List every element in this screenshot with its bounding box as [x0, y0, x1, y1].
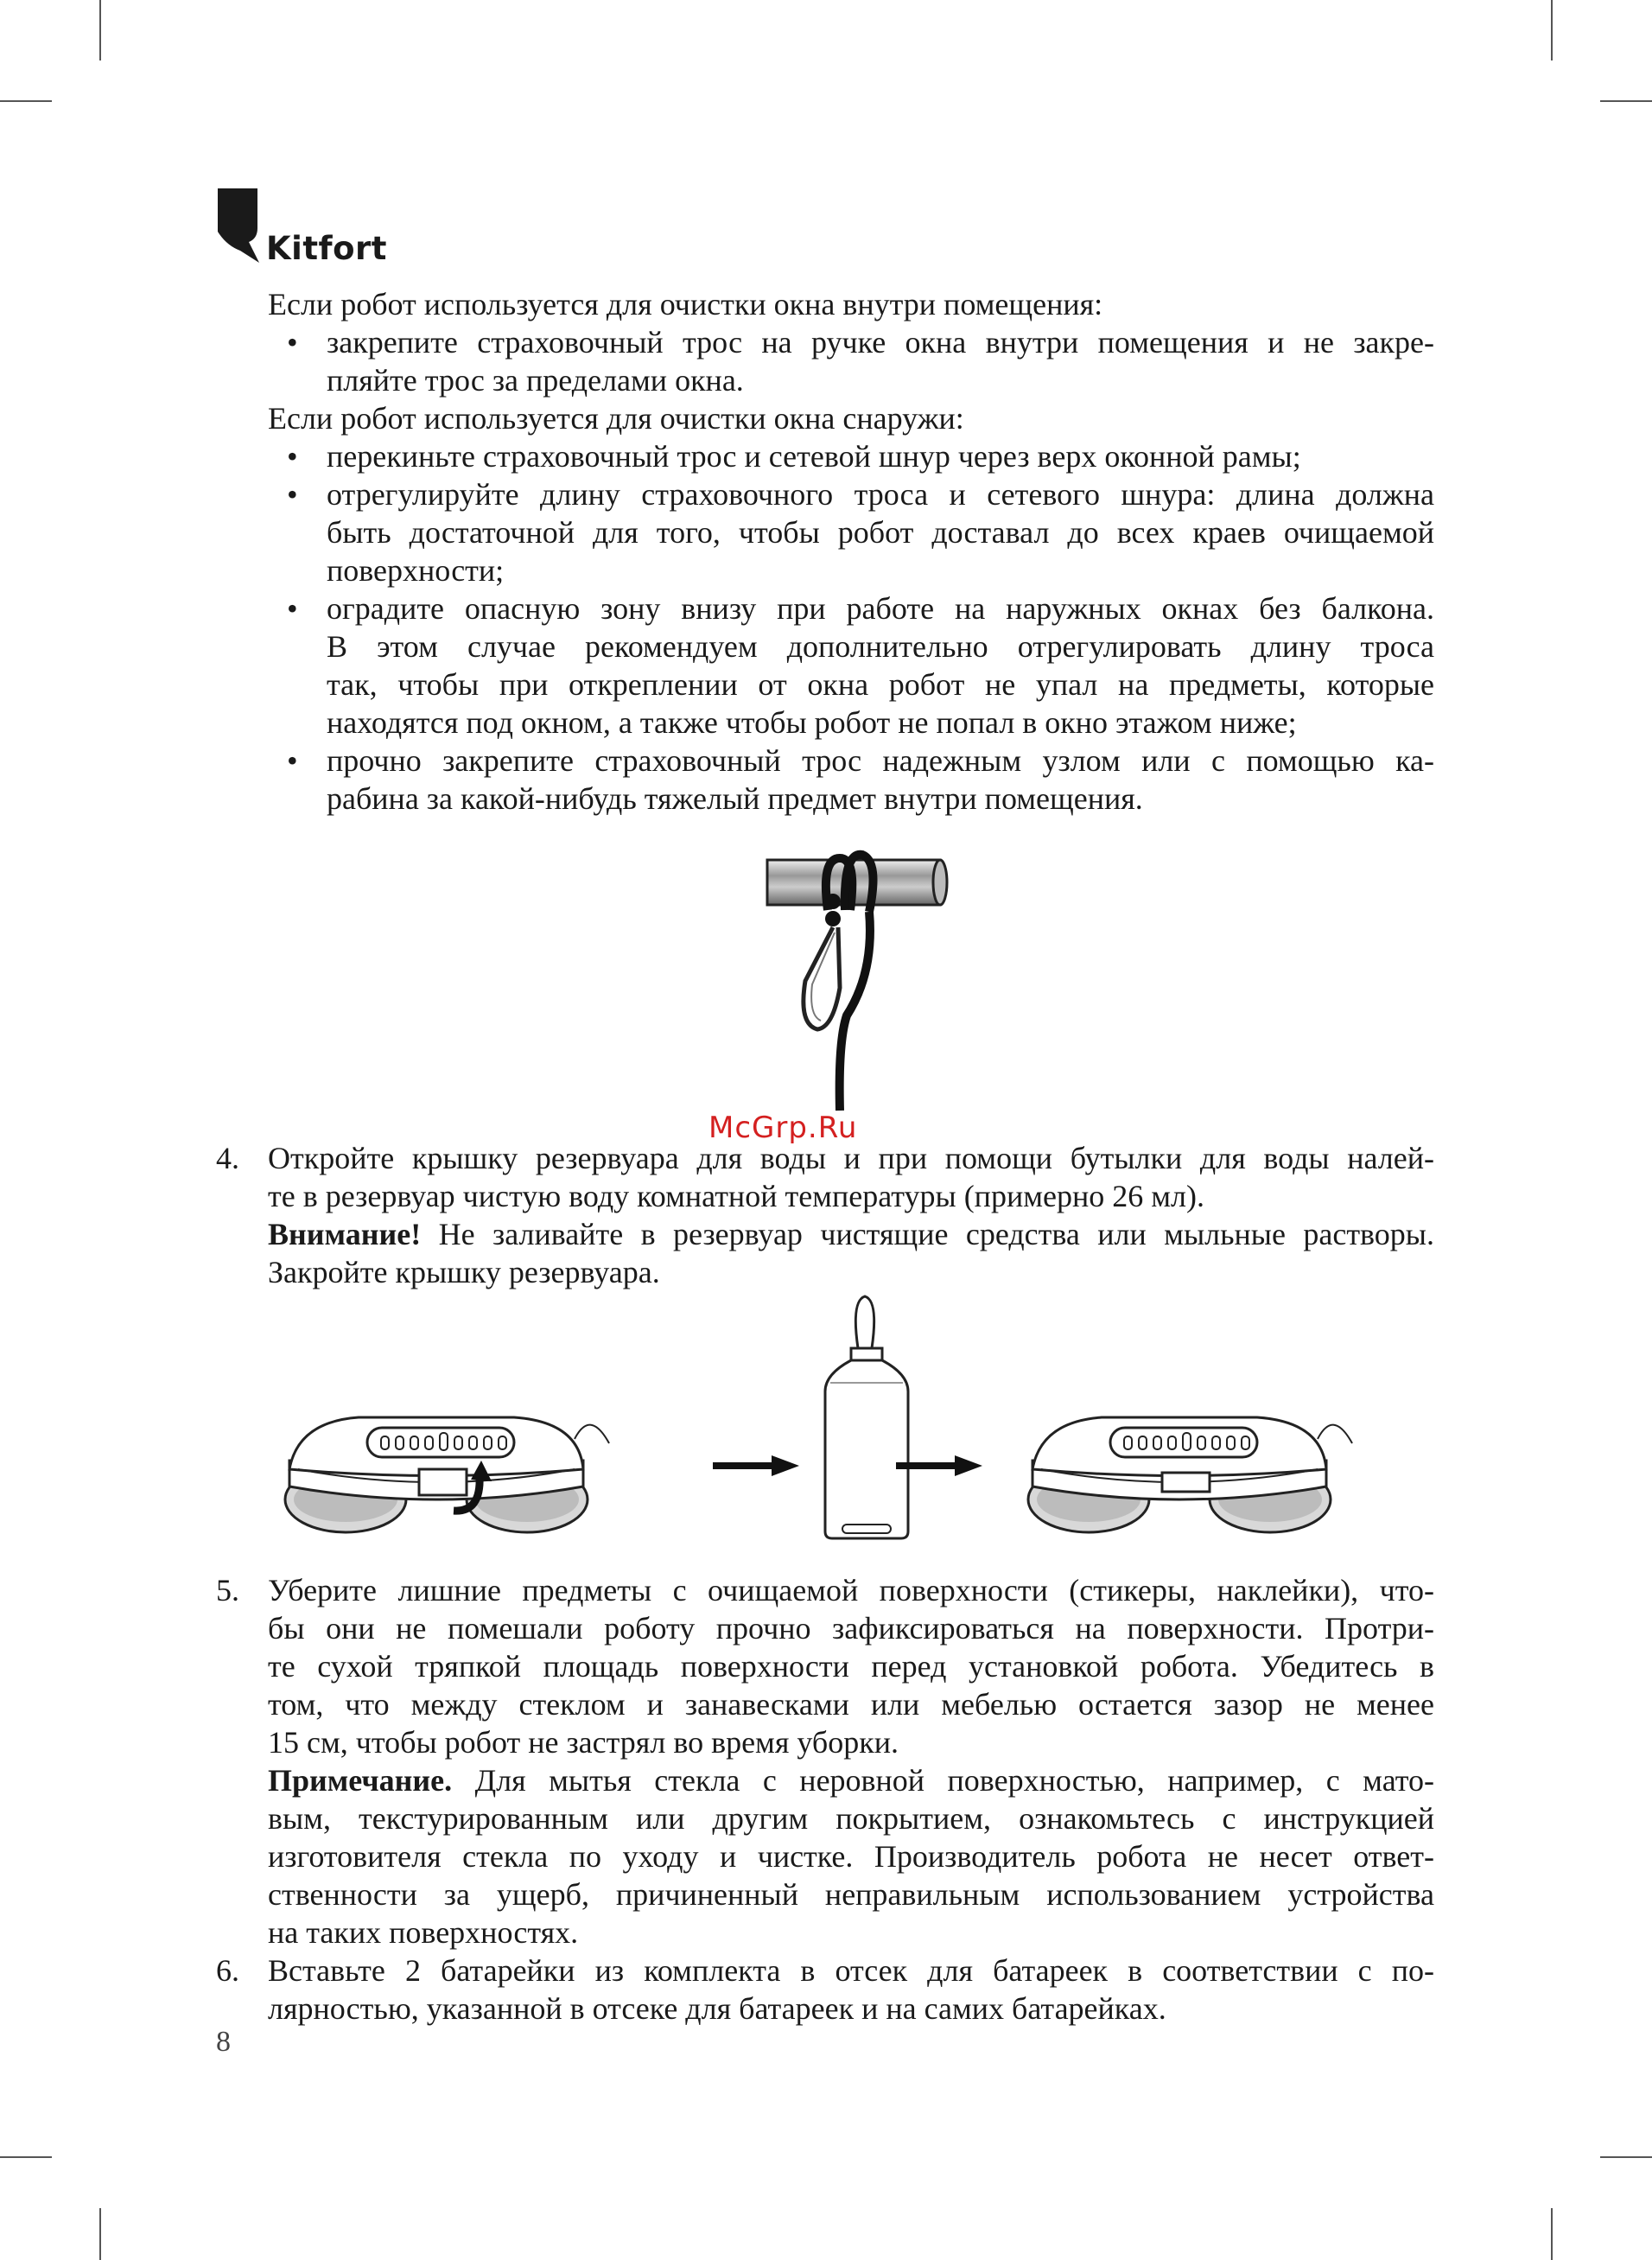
step5-note-line: ственности за ущерб, причиненный неправильным использованием устройства — [268, 1877, 1434, 1912]
outdoor-bullet-line: быть достаточной для того, чтобы робот доставал до всех краев очищаемой — [327, 515, 1434, 550]
robot-closed-icon — [1028, 1417, 1352, 1532]
warning-label: Внимание! — [268, 1217, 422, 1251]
crop-mark — [1600, 2156, 1652, 2158]
step6-line: Вставьте 2 батарейки из комплекта в отсек для батареек в соответствии с по- — [268, 1953, 1434, 1988]
step4-line: те в резервуар чистую воду комнатной температуры (примерно 26 мл). — [268, 1179, 1204, 1213]
note-text: Для мытья стекла с неровной поверхностью, например, с мато- — [452, 1763, 1434, 1798]
crop-mark — [99, 2208, 101, 2260]
page-number: 8 — [216, 2026, 231, 2058]
crop-mark — [1551, 2208, 1553, 2260]
brand-name: Kitfort — [266, 230, 387, 267]
watermark: McGrp.Ru — [708, 1111, 858, 1145]
bullet: • — [287, 477, 298, 512]
step5-note — [268, 1761, 1434, 1799]
outdoor-bullet-line: оградите опасную зону внизу при работе на наружных окнах без балкона. — [327, 591, 1434, 626]
step-number: 5. — [216, 1573, 239, 1607]
robot-refill-illustration — [281, 1296, 1395, 1547]
arrow-right-icon — [713, 1455, 799, 1476]
indoor-bullet-line: закрепите страховочный трос на ручке окна внутри помещения и не закре- — [327, 325, 1434, 360]
step5-line: том, что между стеклом и занавесками или мебелью остается зазор не менее — [268, 1687, 1434, 1722]
step5-note-line: изготовителя стекла по уходу и чистке. Производитель робота не несет ответ- — [268, 1839, 1434, 1874]
outdoor-bullet-line: перекиньте страховочный трос и сетевой шнур через верх оконной рамы; — [327, 439, 1301, 474]
crop-mark — [0, 2156, 52, 2158]
outdoor-bullet-line: находятся под окном, а также чтобы робот не попал в окно этажом ниже; — [327, 705, 1297, 740]
crop-mark — [0, 100, 52, 102]
step-number: 4. — [216, 1141, 239, 1175]
bullet: • — [287, 439, 298, 474]
step5-line: бы они не помешали роботу прочно зафиксироваться на поверхности. Протри- — [268, 1611, 1434, 1646]
step5-note-line: вым, текстурированным или другим покрытием, ознакомьтесь с инструкцией — [268, 1801, 1434, 1836]
outdoor-bullet-line: поверхности; — [327, 553, 505, 588]
step5-line: Уберите лишние предметы с очищаемой поверхности (стикеры, наклейки), что- — [268, 1573, 1434, 1607]
water-bottle-icon — [825, 1296, 908, 1538]
outdoor-bullet-line: так, чтобы при откреплении от окна робот не упал на предметы, которые — [327, 667, 1434, 702]
carabiner-illustration — [760, 843, 950, 1111]
outdoor-bullet-line: рабина за какой-нибудь тяжелый предмет внутри помещения. — [327, 781, 1143, 816]
indoor-intro: Если робот используется для очистки окна внутри помещения: — [268, 287, 1103, 321]
indoor-bullet-line: пляйте трос за пределами окна. — [327, 363, 744, 398]
step4-line: Закройте крышку резервуара. — [268, 1255, 660, 1289]
step4-line: Откройте крышку резервуара для воды и при помощи бутылки для воды налей- — [268, 1141, 1434, 1175]
outdoor-bullet-line: отрегулируйте длину страховочного троса и сетевого шнура: длина должна — [327, 477, 1434, 512]
crop-mark — [1600, 100, 1652, 102]
outdoor-intro: Если робот используется для очистки окна снаружи: — [268, 401, 964, 436]
crop-mark — [99, 0, 101, 60]
step6-line: лярностью, указанной в отсеке для батареек и на самих батарейках. — [268, 1991, 1166, 2026]
warning-text: Не заливайте в резервуар чистящие средства или мыльные растворы. — [421, 1217, 1434, 1251]
step5-note-line: на таких поверхностях. — [268, 1915, 579, 1950]
step5-line: 15 см, чтобы робот не застрял во время уборки. — [268, 1725, 899, 1760]
outdoor-bullet-line: В этом случае рекомендуем дополнительно отрегулировать длину троса — [327, 629, 1434, 664]
outdoor-bullet-line: прочно закрепите страховочный трос надежным узлом или с помощью ка- — [327, 743, 1434, 778]
crop-mark — [1551, 0, 1553, 60]
step4-warning — [268, 1215, 1434, 1253]
step-number: 6. — [216, 1953, 239, 1988]
robot-open-icon — [285, 1417, 609, 1532]
note-label: Примечание. — [268, 1763, 453, 1798]
bullet: • — [287, 325, 298, 360]
bullet: • — [287, 591, 298, 626]
step5-line: те сухой тряпкой площадь поверхности перед установкой робота. Убедитесь в — [268, 1649, 1434, 1684]
bullet: • — [287, 743, 298, 778]
